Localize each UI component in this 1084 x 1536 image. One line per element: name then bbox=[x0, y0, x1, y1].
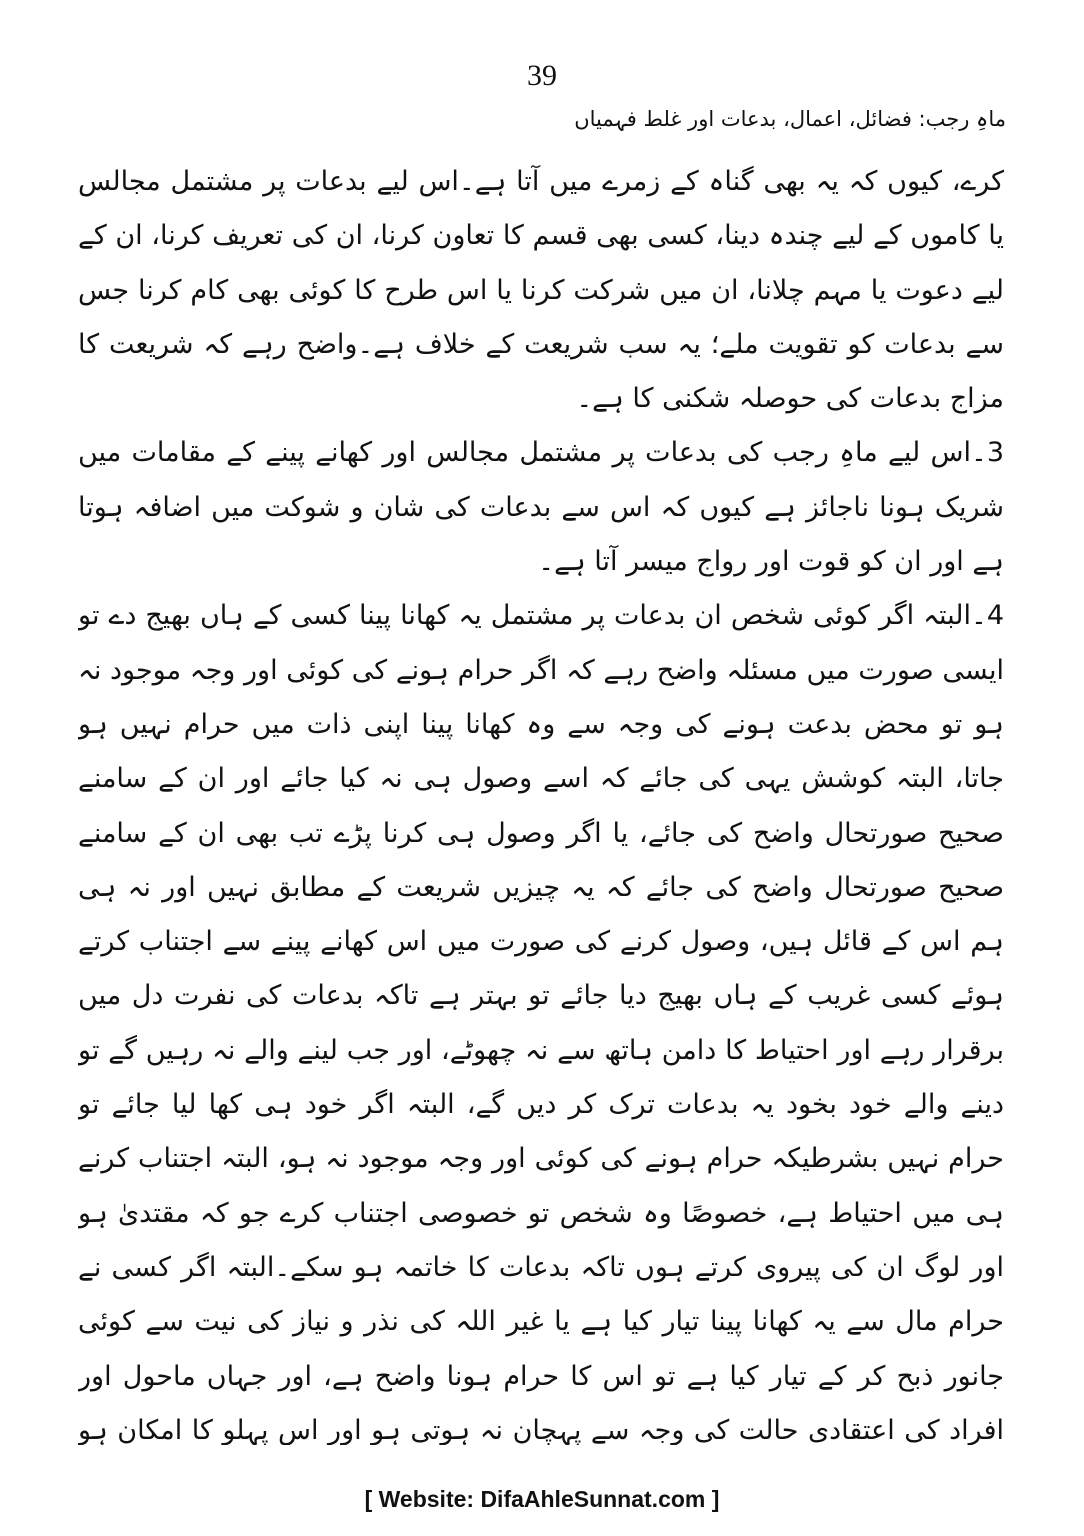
paragraph-2: 3۔اس لیے ماہِ رجب کی بدعات پر مشتمل مجالس اور کھانے پینے کے مقامات میں شریک ہونا ناجائز ہے کیوں کہ اس سے بدعات کی شان و شوکت میں اضافہ ہوتا ہے اور ان کو قوت اور رواج میسر آتا ہے۔ bbox=[78, 437, 1004, 578]
website-footer: [ Website: DifaAhleSunnat.com ] bbox=[364, 1486, 720, 1512]
running-header: ماہِ رجب: فضائل، اعمال، بدعات اور غلط فہمیاں bbox=[574, 107, 1006, 131]
body-text bbox=[78, 155, 1004, 1445]
paragraph-3: 4۔البتہ اگر کوئی شخص ان بدعات پر مشتمل یہ کھانا پینا کسی کے ہاں بھیج دے تو ایسی صورت میں مسئلہ واضح رہے کہ اگر حرام ہونے کی کوئی اور وجہ موجود نہ ہو تو محض بدعت ہونے کی وجہ سے وہ کھانا پینا اپنی ذات میں حرام نہیں ہو جاتا، البتہ کوشش یہی کی جائے کہ اسے وصول ہی نہ کیا جائے اور ان کے سامنے صحیح صورتحال واضح کی جائے، یا اگر وصول ہی کرنا پڑے تب بھی ان کے سامنے صحیح صورتحال واضح کی جائے کہ یہ چیزیں شریعت کے مطابق نہیں اور نہ ہی ہم اس کے قائل ہیں، وصول کرنے کی صورت میں اس کھانے پینے سے اجتناب کرتے ہوئے کسی غریب کے ہاں بھیج دیا جائے تو بہتر ہے تاکہ بدعات کی نفرت دل میں برقرار رہے اور احتیاط کا دامن ہاتھ سے نہ چھوٹے، اور جب لینے والے نہ رہیں گے تو دینے والے خود بخود یہ بدعات ترک کر دیں گے، البتہ اگر خود ہی کھا لیا جائے تو حرام نہیں بشرطیکہ حرام ہونے کی کوئی اور وجہ موجود نہ ہو، البتہ اجتناب کرنے ہی میں احتیاط ہے، خصوصًا وہ شخص تو خصوصی اجتناب کرے جو کہ مقتدیٰ ہو اور لوگ ان کی پیروی کرتے ہوں تاکہ بدعات کا خاتمہ ہو سکے۔البتہ اگر کسی نے حرام مال سے یہ کھانا پینا تیار کیا ہے یا غیر اللہ کی نذر و نیاز کی نیت سے کوئی جانور ذبح کر کے تیار کیا ہے تو اس کا حرام ہونا واضح ہے، اور جہاں ماحول اور افراد کی اعتقادی حالت کی وجہ سے پہچان نہ ہوتی ہو اور اس پہلو کا امکان ہو bbox=[78, 600, 1004, 1445]
paragraph-1: کرے، کیوں کہ یہ بھی گناہ کے زمرے میں آتا ہے۔اس لیے بدعات پر مشتمل مجالس یا کاموں کے لیے چندہ دینا، کسی بھی قسم کا تعاون کرنا، ان کی تعریف کرنا، ان کے لیے دعوت یا مہم چلانا، ان میں شرکت کرنا یا اس طرح کا کوئی بھی کام کرنا جس سے بدعات کو تقویت ملے؛ یہ سب شریعت کے خلاف ہے۔واضح رہے کہ شریعت کا مزاج بدعات کی حوصلہ شکنی کا ہے۔ bbox=[78, 166, 1004, 415]
page-number: 39 bbox=[527, 59, 557, 92]
